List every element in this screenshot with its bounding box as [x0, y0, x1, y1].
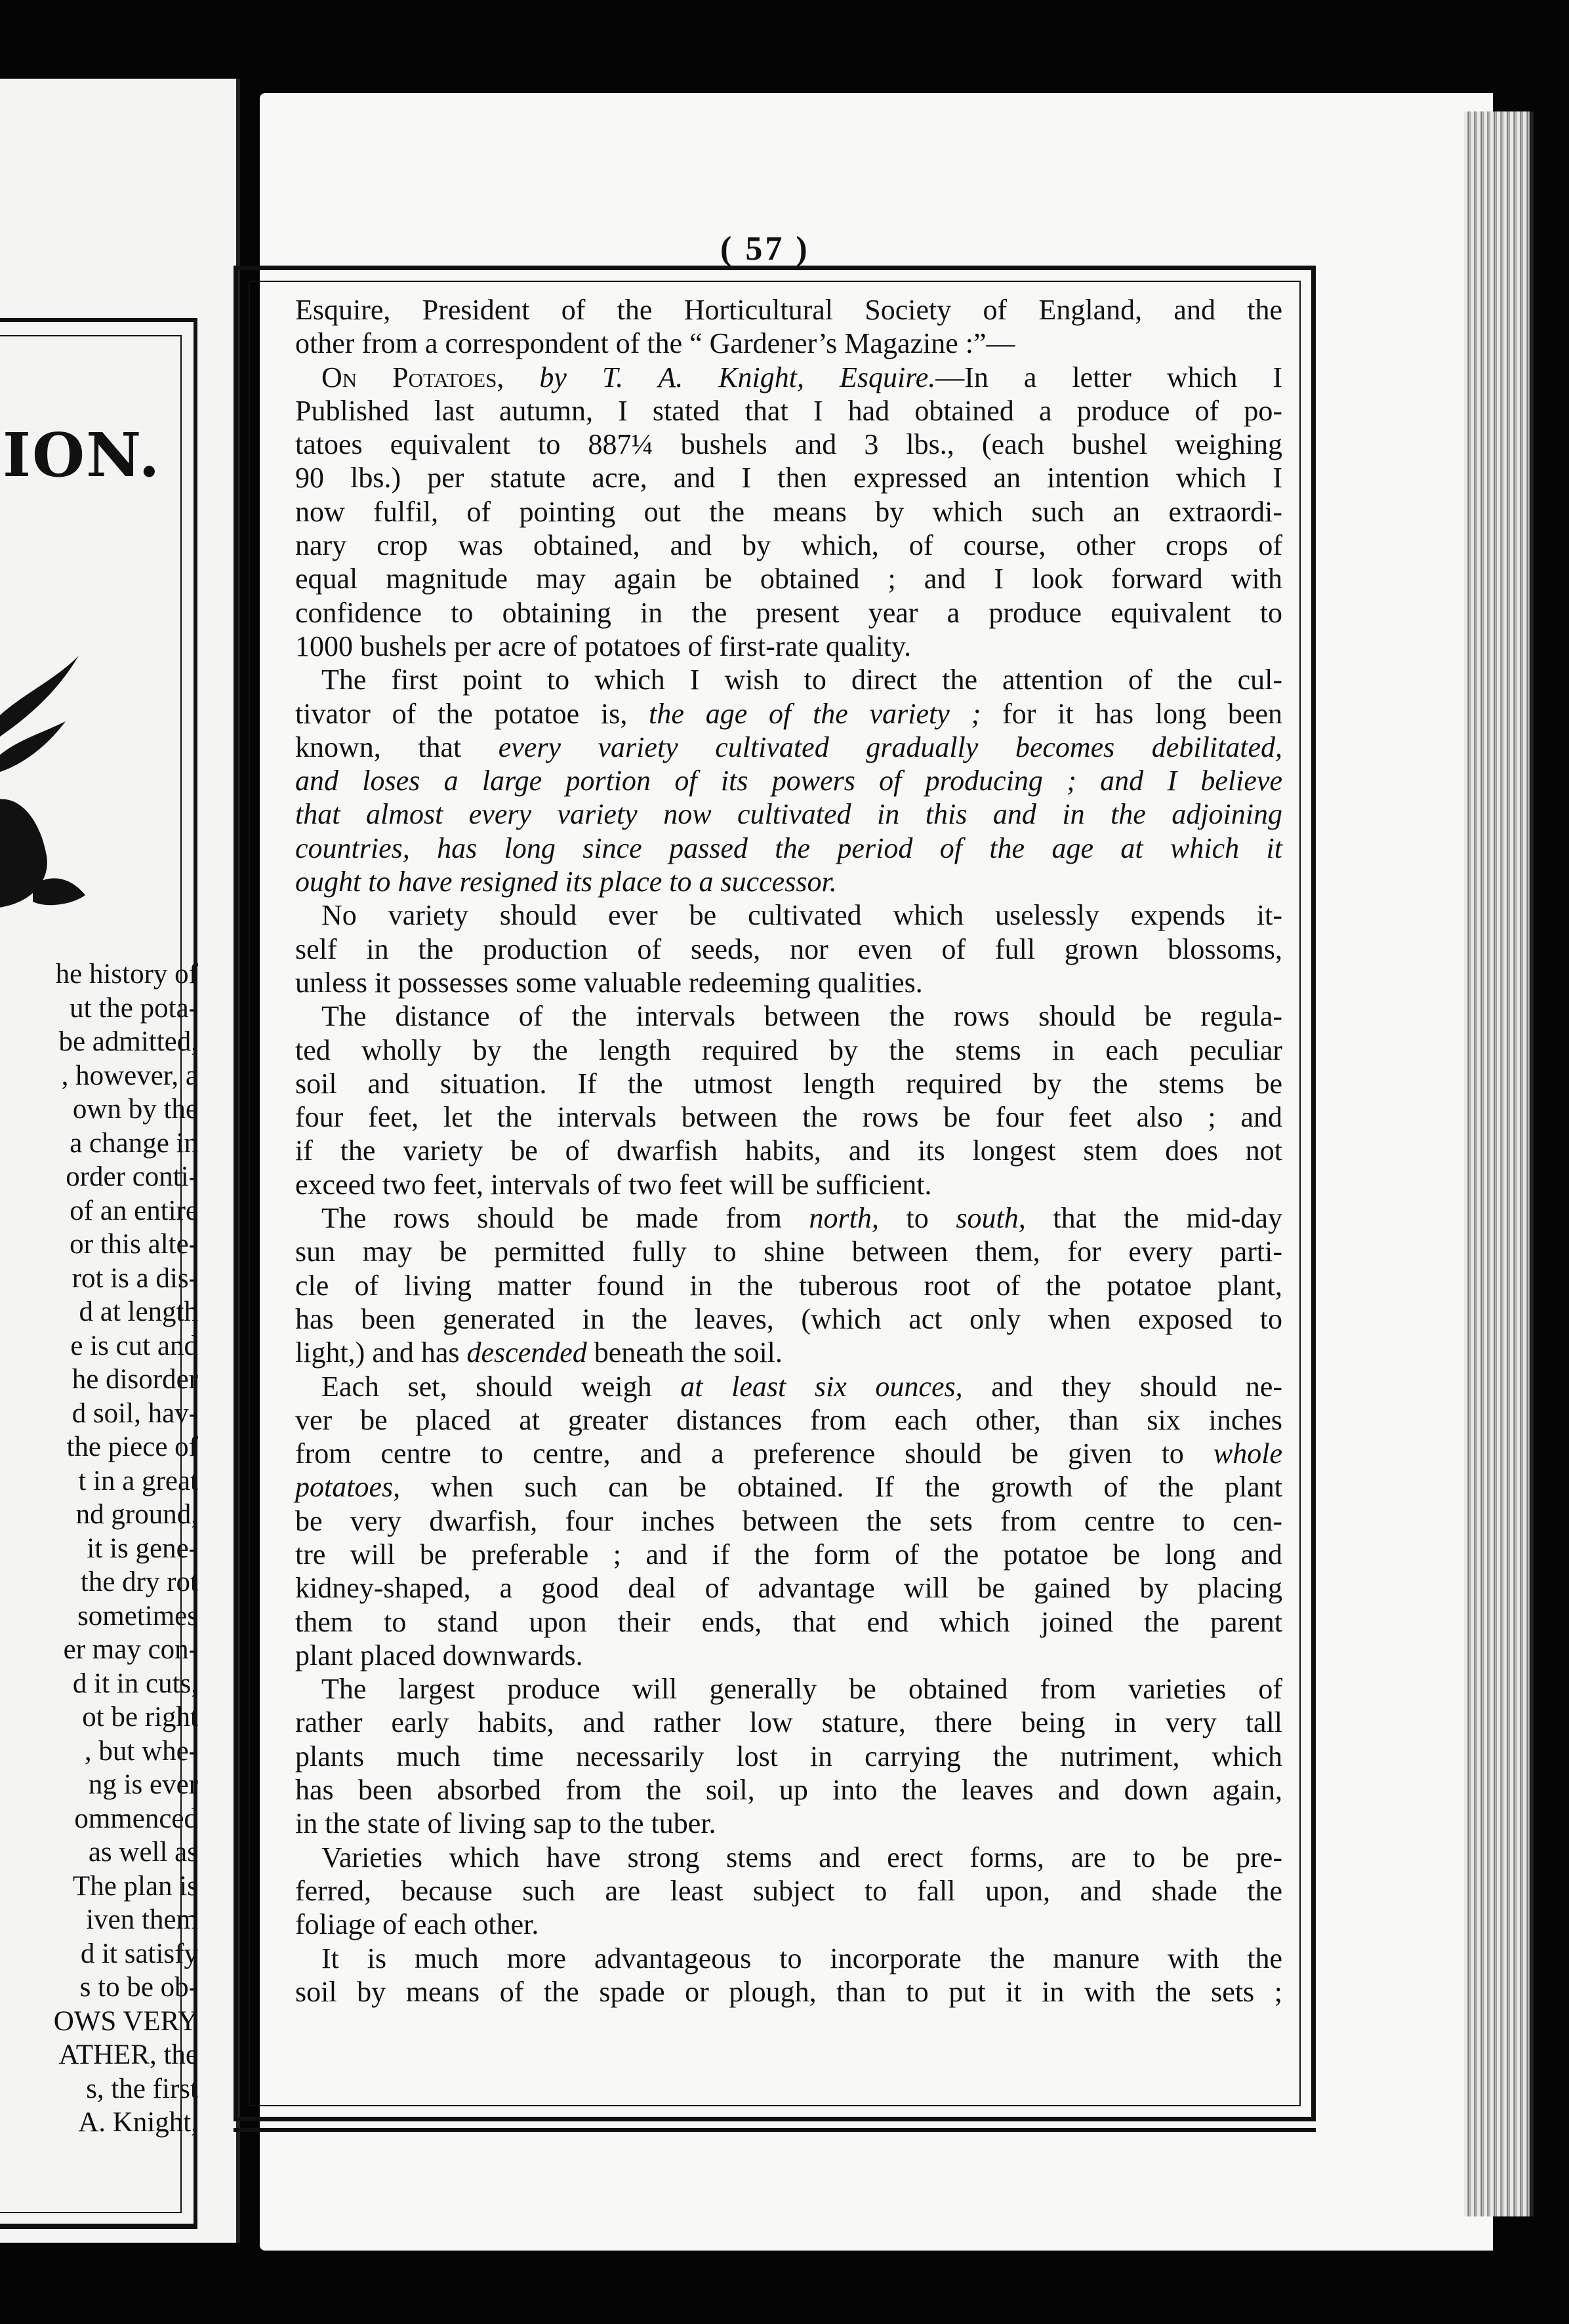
italic-span: the age of the variety ;: [649, 697, 981, 730]
text-line: nary crop was obtained, and by which, of course, other crops of: [295, 529, 1282, 562]
text-line: ought to have resigned its place to a successor.: [295, 866, 837, 898]
left-page-line: of an entire: [70, 1195, 198, 1226]
text-span: that the mid-day: [1025, 1202, 1282, 1235]
left-page-line: the dry rot: [80, 1567, 198, 1597]
left-page-line: be admitted,: [58, 1026, 198, 1057]
text-line: It is much more advantageous to incorporate the manure with the: [321, 1942, 1282, 1974]
text-line: No variety should ever be cultivated which uselessly expends it-: [321, 899, 1282, 932]
left-page-line: The plan is: [72, 1870, 198, 1902]
italic-span: every variety cultivated gradually becomes debilitated,: [498, 731, 1282, 763]
text-line: Published last autumn, I stated that I had obtained a produce of po-: [295, 394, 1282, 427]
text-line: soil by means of the spade or plough, than to put it in with the sets ;: [295, 1975, 1282, 2008]
text-span: from centre to centre, and a preference should be given to: [295, 1437, 1213, 1470]
heading-text: —In a letter which I: [935, 361, 1283, 393]
left-page-line: e is cut and: [70, 1330, 198, 1361]
text-line: plant placed downwards.: [295, 1639, 583, 1672]
text-span: The rows should be made from: [321, 1202, 809, 1235]
italic-span: potatoes,: [295, 1471, 401, 1504]
left-page-line: or this alte-: [70, 1229, 198, 1260]
text-line: kidney-shaped, a good deal of advantage will be gained by placing: [295, 1572, 1282, 1605]
text-line: [295, 1370, 1282, 1403]
text-line: confidence to obtaining in the present year a produce equivalent to: [295, 596, 1282, 629]
text-line: has been generated in the leaves, (which act only when exposed to: [295, 1302, 1282, 1335]
left-page-line: he disorder: [71, 1364, 198, 1395]
left-page-line: the piece of: [66, 1432, 198, 1462]
left-page-line: he history of: [55, 959, 198, 990]
text-line: ferred, because such are least subject to fall upon, and shade the: [295, 1874, 1282, 1907]
left-page-line: s, the first: [86, 2073, 198, 2104]
text-line: exceed two feet, intervals of two feet will be sufficient.: [295, 1168, 932, 1201]
bottom-rule: [234, 2128, 1316, 2132]
left-page-line: it is gene-: [87, 1533, 198, 1564]
left-page-text: [1, 957, 198, 2140]
italic-span: descended: [466, 1336, 587, 1369]
italic-span: south,: [956, 1202, 1026, 1235]
text-line: if the variety be of dwarfish habits, and its longest stem does not: [295, 1134, 1282, 1167]
text-line: in the state of living sap to the tuber.: [295, 1807, 716, 1840]
text-line: countries, has long since passed the period of the age at which it: [295, 831, 1282, 864]
text-line: ver be placed at greater distances from each other, than six inches: [295, 1403, 1282, 1436]
article-heading: [295, 361, 1282, 394]
text-line: them to stand upon their ends, that end which joined the parent: [295, 1605, 1282, 1638]
text-line: tatoes equivalent to 887¼ bushels and 3 lbs., (each bushel weighing: [295, 428, 1282, 461]
text-span: tivator of the potatoe is,: [295, 697, 649, 730]
left-page-line: a change in: [70, 1127, 198, 1159]
text-line: unless it possesses some valuable redeeming qualities.: [295, 966, 923, 999]
left-page-line: ATHER, the: [58, 2039, 198, 2070]
page-number: ( 57 ): [720, 230, 810, 268]
text-line: cle of living matter found in the tuberous root of the potatoe plant,: [295, 1269, 1282, 1302]
text-line: 90 lbs.) per statute acre, and I then expressed an intention which I: [295, 462, 1282, 494]
italic-span: north,: [809, 1202, 879, 1235]
text-line: sun may be permitted fully to shine between them, for every parti-: [295, 1235, 1282, 1268]
text-span: for it has long been: [981, 697, 1282, 730]
text-line: four feet, let the intervals between the rows be four feet also ; and: [295, 1101, 1282, 1134]
left-page-line: as well as: [88, 1837, 198, 1868]
text-span: to: [878, 1202, 956, 1235]
left-page-line: iven them: [86, 1904, 198, 1935]
left-page-line: d it in cuts,: [72, 1668, 198, 1699]
left-page-line: d soil, hav-: [71, 1397, 198, 1429]
text-line: The largest produce will generally be obtained from varieties of: [321, 1673, 1282, 1706]
left-page: [0, 79, 240, 2243]
left-page-line: rot is a dis-: [71, 1262, 198, 1294]
left-page-line: ng is ever: [88, 1769, 198, 1800]
page-edges: [1464, 111, 1534, 2216]
text-line: other from a correspondent of the “ Gardener’s Magazine :”—: [295, 327, 1015, 360]
left-page-line: , however, a: [61, 1060, 198, 1091]
text-span: when such can be obtained. If the growth of the plant: [400, 1471, 1282, 1504]
left-page-line: ommenced: [74, 1803, 198, 1834]
text-line: self in the production of seeds, nor even of full grown blossoms,: [295, 932, 1282, 965]
text-span: known, that: [295, 731, 499, 763]
text-line: that almost every variety now cultivated in this and in the adjoining: [295, 798, 1282, 831]
text-span: and they should ne-: [962, 1370, 1283, 1403]
left-page-line: order conti-: [66, 1161, 198, 1192]
text-line: [295, 697, 1282, 731]
heading-author: by T. A. Knight, Esquire.: [539, 361, 936, 393]
left-page-heading: ION.: [3, 420, 161, 491]
text-span: light,) and has: [295, 1336, 467, 1369]
text-line: equal magnitude may again be obtained ; and I look forward with: [295, 563, 1282, 595]
left-page-line: ut the pota-: [70, 992, 198, 1024]
text-line: and loses a large portion of its powers of producing ; and I believe: [295, 765, 1282, 797]
text-line: [295, 731, 1282, 764]
text-line: 1000 bushels per acre of potatoes of first-rate quality.: [295, 630, 912, 662]
text-line: Varieties which have strong stems and erect forms, are to be pre-: [321, 1841, 1282, 1873]
left-page-line: d it satisfy: [80, 1938, 198, 1969]
left-page-line: A. Knight,: [78, 2107, 198, 2138]
left-page-line: t in a great: [78, 1465, 198, 1496]
left-page-line: er may con-: [63, 1634, 198, 1665]
left-page-line: sometimes: [77, 1600, 198, 1632]
left-page-line: ot be right: [82, 1702, 198, 1733]
text-line: rather early habits, and rather low stature, there being in very tall: [295, 1706, 1282, 1739]
text-line: [295, 1336, 1282, 1369]
article-body: [295, 293, 1282, 2009]
text-span: beneath the soil.: [586, 1336, 783, 1369]
text-line: [295, 1437, 1282, 1470]
left-page-line: , but whe-: [84, 1735, 198, 1767]
text-line: Esquire, President of the Horticultural Society of England, and the: [295, 294, 1282, 326]
heading-title: On Potatoes,: [321, 361, 504, 393]
text-line: foliage of each other.: [295, 1908, 539, 1941]
left-page-line: d at length: [79, 1296, 198, 1327]
woodcut-leaf: [0, 656, 79, 741]
text-line: [295, 1201, 1282, 1235]
text-line: The first point to which I wish to direct the attention of the cul-: [321, 664, 1282, 696]
left-page-line: own by the: [72, 1094, 198, 1125]
left-page-line: OWS VERY: [53, 2005, 198, 2037]
text-line: now fulfil, of pointing out the means by which such an extraordi-: [295, 495, 1282, 528]
text-line: tre will be preferable ; and if the form of the potatoe be long and: [295, 1538, 1282, 1571]
italic-span: whole: [1213, 1437, 1282, 1470]
woodcut-ground: [33, 878, 85, 905]
text-line: The distance of the intervals between the rows should be regula-: [321, 1000, 1282, 1033]
text-line: [295, 1470, 1282, 1504]
woodcut-illustration: [0, 643, 85, 918]
text-line: has been absorbed from the soil, up into the leaves and down again,: [295, 1774, 1282, 1807]
text-line: ted wholly by the length required by the stems in each peculiar: [295, 1033, 1282, 1066]
text-line: be very dwarfish, four inches between the sets from centre to cen-: [295, 1504, 1282, 1537]
text-line: soil and situation. If the utmost length required by the stems be: [295, 1067, 1282, 1100]
left-page-line: nd ground,: [75, 1499, 198, 1530]
left-page-line: s to be ob-: [79, 1972, 198, 2003]
text-span: Each set, should weigh: [321, 1370, 681, 1403]
text-line: plants much time necessarily lost in carrying the nutriment, which: [295, 1740, 1282, 1773]
italic-span: at least six ounces,: [680, 1370, 963, 1403]
